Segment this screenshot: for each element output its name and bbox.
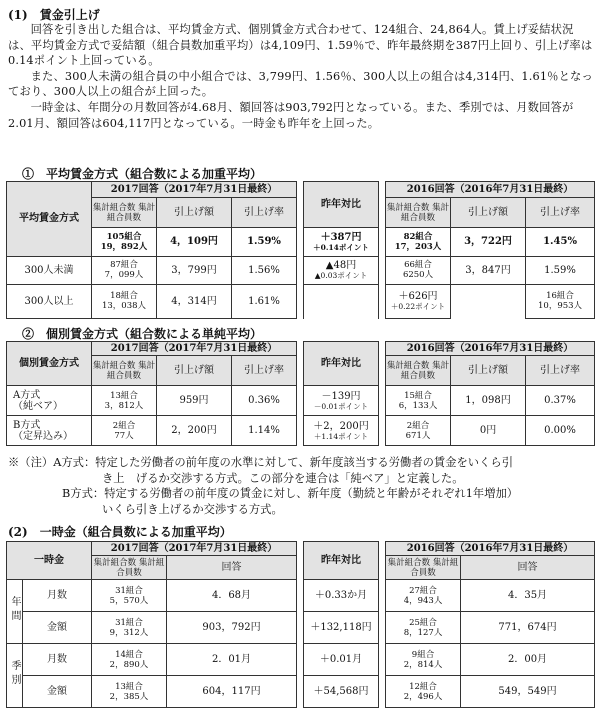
table-row: 金額 13組合 2，385人 604，117円 ＋54,568円 12組合 2，496人 549，549円 xyxy=(7,676,595,708)
header-amount-2016: 引上げ額 xyxy=(451,198,526,228)
group-label-seasonal: 季別 xyxy=(9,660,20,688)
paragraph-2: また、300人未満の組合員の中小組合では、3,799円、1.56％、300人以上の組合は4,314円、1.61％となっており、300人以上の組合が上回った。 xyxy=(8,69,593,99)
header-2017: 2017回答（2017年7月31日最終） xyxy=(92,542,297,556)
paragraph-3: 一時金は、年間分の月数回答が4.68月、額回答は903,792円となっている。また、季別では、月数回答が2.01月、額回答は604,117円となっている。一時金も昨年を上回った。 xyxy=(8,100,574,130)
table-row: 300人以上 18組合 13，038人 4，314円 1.61% ＋626円 ＋0.22ポイント 16組合 10，953人 xyxy=(7,284,595,318)
header-count-2017: 集計組合数 集計組合員数 xyxy=(92,198,157,228)
header-2016: 2016回答（2016年7月31日最終） xyxy=(386,182,595,198)
table-row: 季別 月数 14組合 2，890人 2．01月 ＋0.01月 9組合 2，814人 2．00月 xyxy=(7,644,595,676)
table-1-title: ① 平均賃金方式（組合数による加重平均） xyxy=(22,167,263,181)
average-wage-table xyxy=(6,181,595,319)
table-row: 300人未満 87組合 7，099人 3，799円 1.56% ▲48円 ▲0.03ポイント 66組合 6250人 3，847円 1.59% xyxy=(7,256,595,284)
header-diff: 昨年対比 xyxy=(304,342,379,386)
header-2016: 2016回答（2016年7月31日最終） xyxy=(386,542,595,556)
header-count-2016: 集計組合数 集計組合員数 xyxy=(386,198,451,228)
table-row: B方式 （定昇込み） 2組合 77人 2，200円 1.14% ＋2，200円 ＋1.14ポイント 2組合 671人 0円 0.00% xyxy=(7,416,595,446)
footnote: ※（注）A方式：特定した労働者の前年度の水準に対して、新年度該当する労働者の賃金をいくら引 き上 げるか交渉する方式。この部分を連合は「純ベア」と定義した。 B方式：特定する労働者の前年度の賃金に対し、新年度（勤続と年齢がそれぞれ1年増加） いくら引き上げるか交渉する方式。 xyxy=(8,456,519,516)
header-rate-2017: 引上げ率 xyxy=(232,198,297,228)
group-label-annual: 年間 xyxy=(9,596,20,624)
row-header: 個別賃金方式 xyxy=(7,342,92,386)
table-row: A方式 （純ベア） 13組合 3，812人 959円 0.36% －139円 －0.01ポイント 15組合 6，133人 1，098円 0.37% xyxy=(7,386,595,416)
table-row: 105組合 19，892人 4，109円 1.59% ＋387円 ＋0.14ポイント 82組合 17，203人 3，722円 1.45% xyxy=(7,228,595,256)
table-2-title: ② 個別賃金方式（組合数による単純平均） xyxy=(22,327,263,341)
header-rate-2016: 引上げ率 xyxy=(526,198,595,228)
header-2017: 2017回答（2017年7月31日最終） xyxy=(92,342,297,356)
section-2-title: (2) 一時金（組合員数による加重平均） xyxy=(8,525,232,539)
individual-wage-table: 個別賃金方式 2017回答（2017年7月31日最終） 昨年対比 2016回答（2016年7月31日最終） 集計組合数 集計組合員数 引上げ額 引上げ率 集計組合数 集計組合員数 引上げ額 引上げ率 A方式 （純ベア） 13組合 3，812人 959円 0.36% －139円 －0.01ポイント 15組合 6，133人 1，098円 0.37% B方式 （定昇込み） 2組合 77人 2，200円 1.14% ＋2，200円 ＋1.14ポイント 2組合 671人 0円 0.00% xyxy=(6,341,595,446)
table-row: 金額 31組合 9，312人 903，792円 ＋132,118円 25組合 8，127人 771，674円 xyxy=(7,612,595,644)
header-2017: 2017回答（2017年7月31日最終） xyxy=(92,182,297,198)
section-1-title: (1) 賃金引上げ xyxy=(8,8,100,22)
header-diff: 昨年対比 xyxy=(304,182,379,228)
header-amount-2017: 引上げ額 xyxy=(157,198,232,228)
row-header: 一時金 xyxy=(7,542,92,580)
header-diff: 昨年対比 xyxy=(304,542,379,580)
row-header: 平均賃金方式 xyxy=(7,182,92,257)
table-row: 年間 月数 31組合 5，570人 4．68月 ＋0.33か月 27組合 4，943人 4．35月 xyxy=(7,580,595,612)
paragraph-1: 回答を引き出した組合は、平均賃金方式、個別賃金方式合わせて、124組合、24,864人。賃上げ妥結状況は、平均賃金方式で妥結額（組合員数加重平均）は4,109円、1.59％で、昨年最終期を387円上回り、引上げ率は0.14ポイント上回っている。 xyxy=(8,23,593,68)
section-1-body xyxy=(8,22,596,131)
bonus-table: 一時金 2017回答（2017年7月31日最終） 昨年対比 2016回答（2016年7月31日最終） 集計組合数 集計組合員数 回答 集計組合数 集計組合員数 回答 年間 月数 31組合 5，570人 4．68月 ＋0.33か月 27組合 4，943人 4．35月 金額 31組合 9，312人 903，792円 ＋132,118円 25組合 8，127人 771，674円 季別 月数 14組合 2，890人 2．01月 ＋0.01月 9組合 2，814人 2．00月 金額 13組合 2，385人 604，117円 ＋54,568円 12組合 2，496人 549，549円 xyxy=(6,541,595,708)
header-2016: 2016回答（2016年7月31日最終） xyxy=(386,342,595,356)
